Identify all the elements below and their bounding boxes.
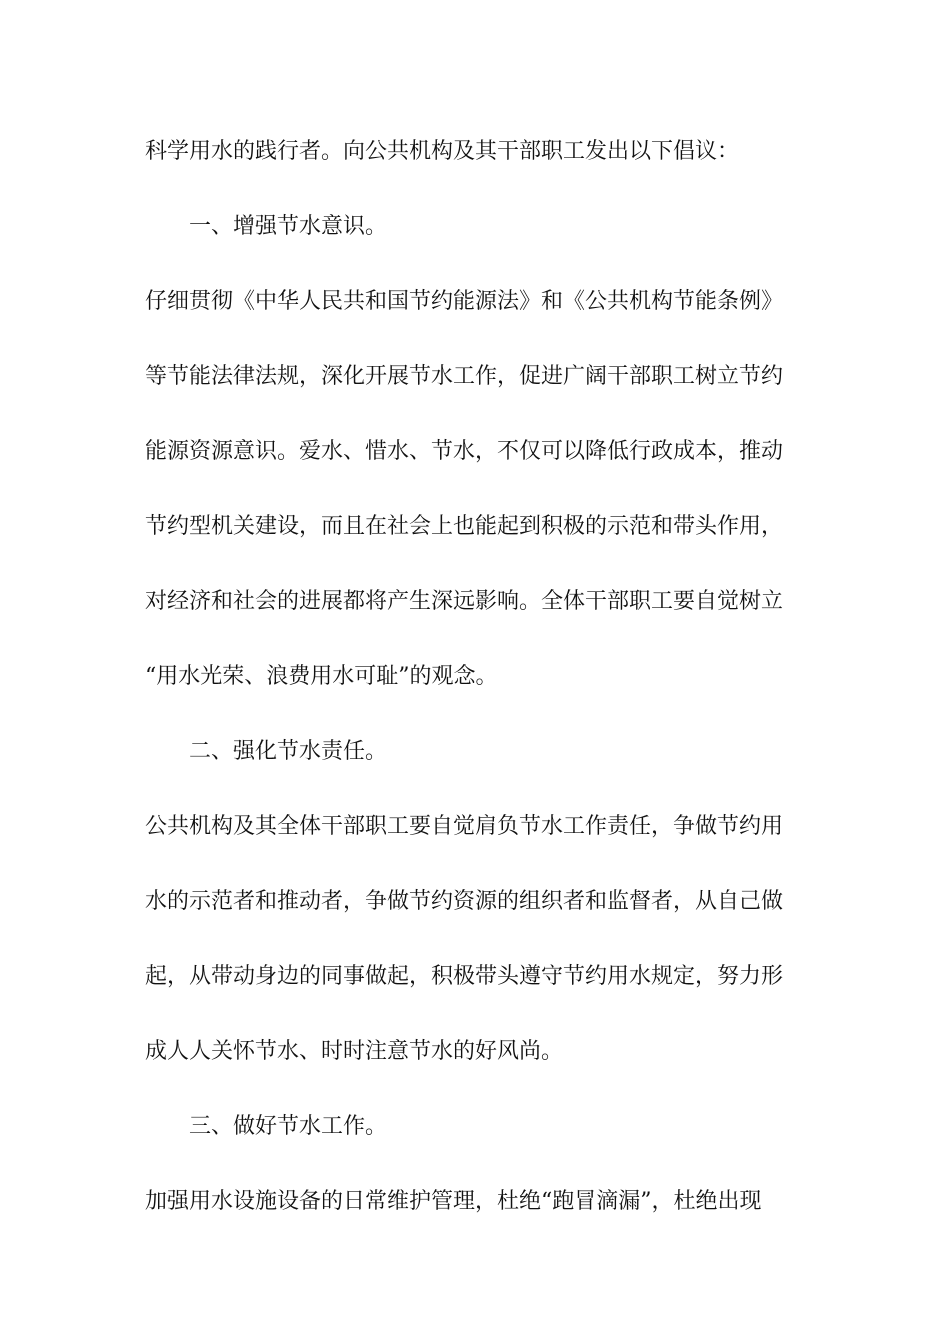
paragraph-1-line-4: 节约型机关建设，而且在社会上也能起到积极的示范和带头作用， xyxy=(145,514,784,539)
section-heading-3: 三、做好节水工作。 xyxy=(189,1114,388,1139)
paragraph-2-line-2: 水的示范者和推动者，争做节约资源的组织者和监督者，从自己做 xyxy=(145,889,784,914)
section-heading-2: 二、强化节水责任。 xyxy=(189,739,388,764)
paragraph-3-line-1: 加强用水设施设备的日常维护管理，杜绝“跑冒滴漏”，杜绝出现 xyxy=(145,1189,762,1214)
text-line-continuation: 科学用水的践行者。向公共机构及其干部职工发出以下倡议： xyxy=(145,139,740,164)
paragraph-1-line-2: 等节能法律法规，深化开展节水工作，促进广阔干部职工树立节约 xyxy=(145,364,784,389)
section-heading-1: 一、增强节水意识。 xyxy=(189,214,388,239)
paragraph-1-line-3: 能源资源意识。爱水、惜水、节水，不仅可以降低行政成本，推动 xyxy=(145,439,784,464)
paragraph-2-line-1: 公共机构及其全体干部职工要自觉肩负节水工作责任，争做节约用 xyxy=(145,814,784,839)
paragraph-1-line-6: “用水光荣、浪费用水可耻”的观念。 xyxy=(145,664,498,689)
paragraph-2-line-4: 成人人关怀节水、时时注意节水的好风尚。 xyxy=(145,1039,564,1064)
paragraph-1-line-1: 仔细贯彻《中华人民共和国节约能源法》和《公共机构节能条例》 xyxy=(145,289,784,314)
paragraph-2-line-3: 起，从带动身边的同事做起，积极带头遵守节约用水规定，努力形 xyxy=(145,964,784,989)
paragraph-1-line-5: 对经济和社会的进展都将产生深远影响。全体干部职工要自觉树立 xyxy=(145,589,784,614)
